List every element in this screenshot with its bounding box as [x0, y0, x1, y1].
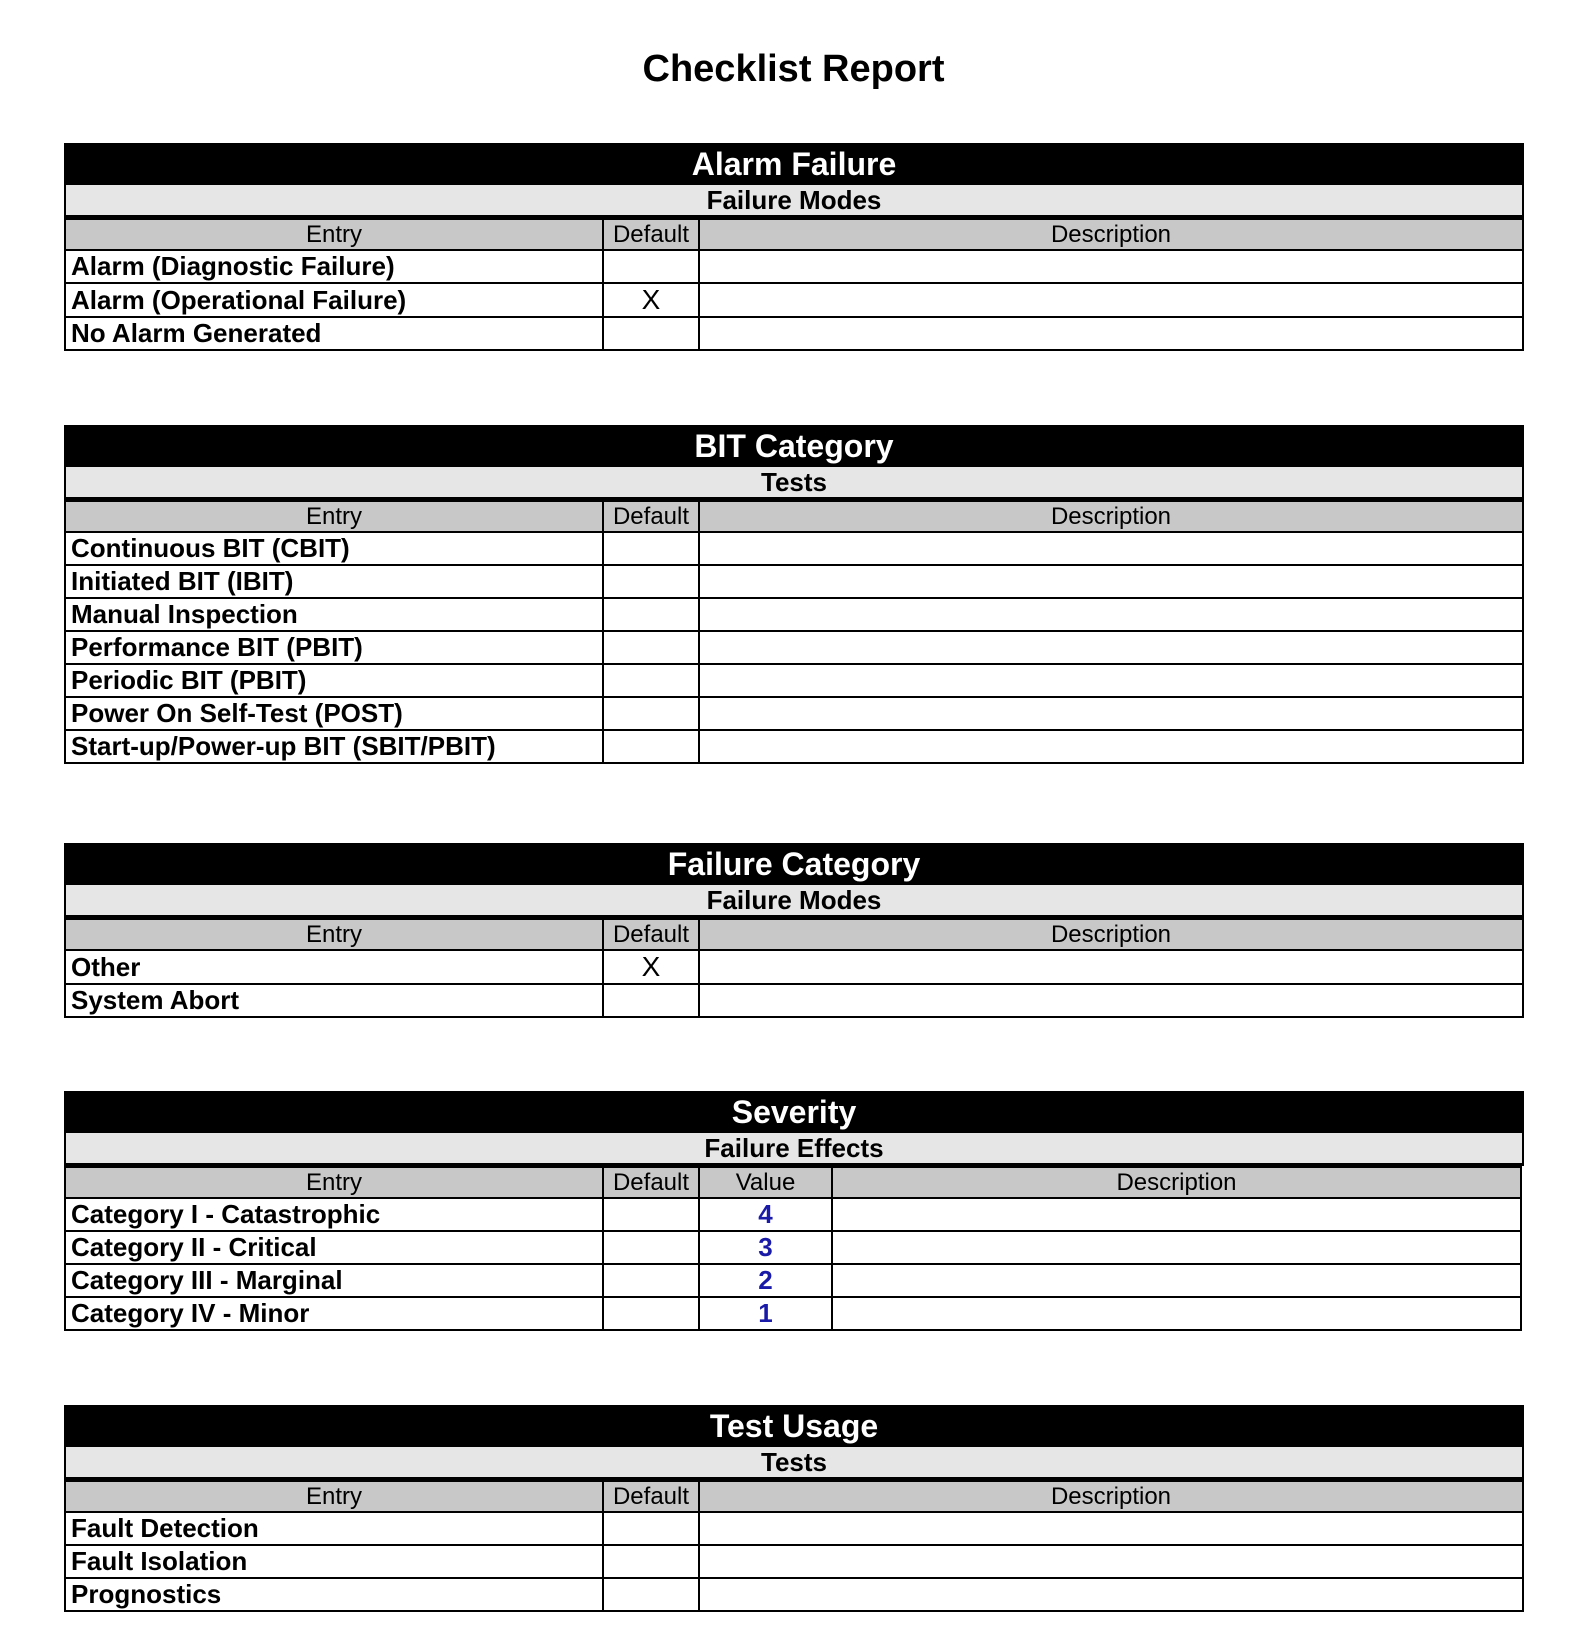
- checklist-table: [64, 918, 1524, 1018]
- table-row: [65, 950, 1523, 984]
- entry-cell: Power On Self-Test (POST): [65, 697, 603, 730]
- entry-cell: Alarm (Operational Failure): [65, 283, 603, 317]
- description-cell: [699, 1512, 1523, 1545]
- default-column-header: Default: [603, 219, 699, 250]
- value-column-header: Value: [699, 1167, 832, 1198]
- entry-column-header: Entry: [65, 1167, 603, 1198]
- table-row: [65, 317, 1523, 350]
- description-cell: [699, 250, 1523, 283]
- entry-cell: Category III - Marginal: [65, 1264, 603, 1297]
- description-cell: [699, 950, 1523, 984]
- description-cell: [832, 1198, 1521, 1231]
- entry-cell: Fault Detection: [65, 1512, 603, 1545]
- description-column-header: Description: [699, 1481, 1523, 1512]
- description-column-header: Description: [832, 1167, 1521, 1198]
- description-cell: [832, 1264, 1521, 1297]
- description-column-header: Description: [699, 219, 1523, 250]
- table-row: [65, 664, 1523, 697]
- column-header-row: [65, 501, 1523, 532]
- default-cell: [603, 1198, 699, 1231]
- description-cell: [699, 984, 1523, 1017]
- default-cell: [603, 1545, 699, 1578]
- description-column-header: Description: [699, 501, 1523, 532]
- default-cell: [603, 1297, 699, 1330]
- default-cell: [603, 250, 699, 283]
- description-cell: [832, 1297, 1521, 1330]
- default-cell: [603, 697, 699, 730]
- default-cell: [603, 598, 699, 631]
- section-subtitle: Failure Effects: [64, 1133, 1524, 1166]
- column-header-row: [65, 1481, 1523, 1512]
- value-cell: 1: [699, 1297, 832, 1330]
- entry-cell: Start-up/Power-up BIT (SBIT/PBIT): [65, 730, 603, 763]
- table-row: [65, 1198, 1521, 1231]
- default-column-header: Default: [603, 1167, 699, 1198]
- section-alarm-failure: [64, 143, 1524, 351]
- default-cell: [603, 317, 699, 350]
- table-row: [65, 565, 1523, 598]
- checklist-table: [64, 218, 1524, 351]
- section-subtitle: Tests: [64, 467, 1524, 500]
- entry-cell: Fault Isolation: [65, 1545, 603, 1578]
- entry-cell: Initiated BIT (IBIT): [65, 565, 603, 598]
- checklist-table: [64, 500, 1524, 764]
- default-column-header: Default: [603, 1481, 699, 1512]
- value-cell: 4: [699, 1198, 832, 1231]
- default-cell: [603, 565, 699, 598]
- entry-cell: Alarm (Diagnostic Failure): [65, 250, 603, 283]
- section-title: Alarm Failure: [64, 143, 1524, 185]
- entry-cell: Manual Inspection: [65, 598, 603, 631]
- section-title: Test Usage: [64, 1405, 1524, 1447]
- table-row: [65, 1264, 1521, 1297]
- table-row: [65, 283, 1523, 317]
- default-cell: [603, 1264, 699, 1297]
- table-row: [65, 1578, 1523, 1611]
- entry-cell: Category II - Critical: [65, 1231, 603, 1264]
- description-cell: [699, 283, 1523, 317]
- description-cell: [699, 598, 1523, 631]
- default-cell: X: [603, 283, 699, 317]
- entry-cell: Continuous BIT (CBIT): [65, 532, 603, 565]
- section-title: Severity: [64, 1091, 1524, 1133]
- description-cell: [699, 664, 1523, 697]
- default-cell: [603, 984, 699, 1017]
- description-cell: [699, 697, 1523, 730]
- entry-cell: Prognostics: [65, 1578, 603, 1611]
- default-column-header: Default: [603, 501, 699, 532]
- table-row: [65, 697, 1523, 730]
- table-row: [65, 1545, 1523, 1578]
- section-failure-category: [64, 843, 1524, 1018]
- entry-cell: System Abort: [65, 984, 603, 1017]
- description-cell: [699, 532, 1523, 565]
- table-row: [65, 1512, 1523, 1545]
- default-cell: [603, 631, 699, 664]
- section-severity: [64, 1091, 1524, 1331]
- entry-cell: Periodic BIT (PBIT): [65, 664, 603, 697]
- entry-column-header: Entry: [65, 501, 603, 532]
- section-subtitle: Tests: [64, 1447, 1524, 1480]
- table-row: [65, 598, 1523, 631]
- table-row: [65, 1231, 1521, 1264]
- entry-cell: Category I - Catastrophic: [65, 1198, 603, 1231]
- value-cell: 3: [699, 1231, 832, 1264]
- default-cell: [603, 1231, 699, 1264]
- section-test-usage: [64, 1405, 1524, 1612]
- entry-column-header: Entry: [65, 219, 603, 250]
- section-title: BIT Category: [64, 425, 1524, 467]
- default-cell: X: [603, 950, 699, 984]
- description-cell: [699, 631, 1523, 664]
- entry-column-header: Entry: [65, 1481, 603, 1512]
- default-cell: [603, 1578, 699, 1611]
- entry-cell: Category IV - Minor: [65, 1297, 603, 1330]
- entry-cell: Performance BIT (PBIT): [65, 631, 603, 664]
- section-title: Failure Category: [64, 843, 1524, 885]
- entry-cell: Other: [65, 950, 603, 984]
- section-subtitle: Failure Modes: [64, 885, 1524, 918]
- checklist-table: [64, 1480, 1524, 1612]
- column-header-row: [65, 219, 1523, 250]
- checklist-table: [64, 1166, 1522, 1331]
- default-cell: [603, 1512, 699, 1545]
- entry-cell: No Alarm Generated: [65, 317, 603, 350]
- section-bit-category: [64, 425, 1524, 764]
- description-column-header: Description: [699, 919, 1523, 950]
- description-cell: [699, 730, 1523, 763]
- column-header-row: [65, 1167, 1521, 1198]
- entry-column-header: Entry: [65, 919, 603, 950]
- description-cell: [832, 1231, 1521, 1264]
- table-row: [65, 631, 1523, 664]
- table-row: [65, 532, 1523, 565]
- description-cell: [699, 565, 1523, 598]
- column-header-row: [65, 919, 1523, 950]
- default-column-header: Default: [603, 919, 699, 950]
- default-cell: [603, 730, 699, 763]
- default-cell: [603, 532, 699, 565]
- table-row: [65, 250, 1523, 283]
- table-row: [65, 730, 1523, 763]
- description-cell: [699, 1578, 1523, 1611]
- default-cell: [603, 664, 699, 697]
- section-subtitle: Failure Modes: [64, 185, 1524, 218]
- table-row: [65, 984, 1523, 1017]
- description-cell: [699, 1545, 1523, 1578]
- table-row: [65, 1297, 1521, 1330]
- report-title: Checklist Report: [642, 48, 945, 90]
- value-cell: 2: [699, 1264, 832, 1297]
- description-cell: [699, 317, 1523, 350]
